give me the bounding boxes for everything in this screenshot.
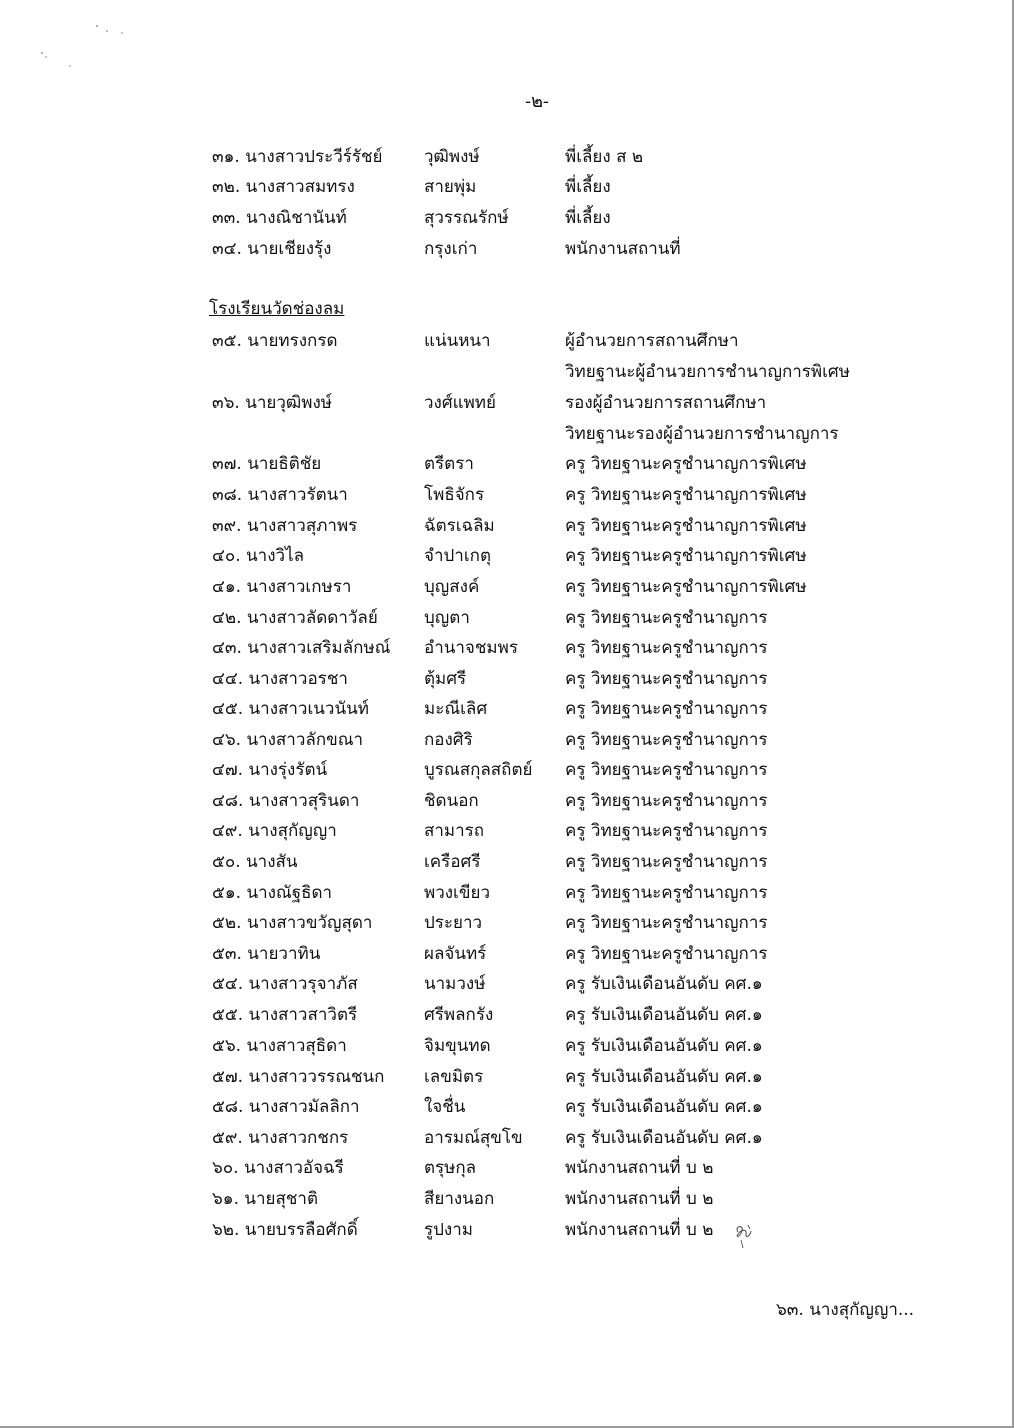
person-position: วิทยฐานะรองผู้อำนวยการชำนาญการ xyxy=(565,424,839,444)
person-surname: สียางนอก xyxy=(424,1189,495,1209)
list-item xyxy=(0,878,1014,908)
list-item xyxy=(0,664,1014,694)
continuation-note: ๖๓. นางสุกัญญา... xyxy=(776,1300,915,1320)
person-name: ๖๑. นายสุชาติ xyxy=(212,1189,319,1209)
person-position: ครู วิทยฐานะครูชำนาญการ xyxy=(565,730,768,750)
person-surname: สามารถ xyxy=(424,821,485,841)
person-position: ผู้อำนวยการสถานศึกษา xyxy=(565,331,739,351)
person-surname: กรุงเก่า xyxy=(424,239,478,259)
person-surname: ตรีตรา xyxy=(424,454,474,474)
person-surname: ผลจันทร์ xyxy=(424,944,487,964)
person-name: ๔๗. นางรุ่งรัตน์ xyxy=(212,760,328,780)
list-item xyxy=(0,1092,1014,1122)
person-position: ครู วิทยฐานะครูชำนาญการ xyxy=(565,791,768,811)
person-surname: รูปงาม xyxy=(424,1220,473,1240)
person-name: ๔๔. นางสาวอรชา xyxy=(212,669,348,689)
person-position: พนักงานสถานที่ บ ๒ xyxy=(565,1220,714,1240)
person-name: ๔๑. นางสาวเกษรา xyxy=(212,577,352,597)
person-surname: อำนาจชมพร xyxy=(424,638,518,658)
list-item xyxy=(0,1062,1014,1092)
person-name: ๕๖. นางสาวสุธิดา xyxy=(212,1036,347,1056)
person-position: พี่เลี้ยง ส ๒ xyxy=(565,147,644,167)
person-position: ครู วิทยฐานะครูชำนาญการพิเศษ xyxy=(565,454,807,474)
person-name: ๓๑. นางสาวประวีร์รัชย์ xyxy=(212,147,383,167)
person-surname: อารมณ์สุขโข xyxy=(424,1128,523,1148)
person-position: พี่เลี้ยง xyxy=(565,208,611,228)
person-position: ครู วิทยฐานะครูชำนาญการ xyxy=(565,608,768,628)
section-title: โรงเรียนวัดช่องลม xyxy=(209,299,345,319)
person-surname: ศรีพลกรัง xyxy=(424,1005,494,1025)
person-surname: บูรณสกุลสถิตย์ xyxy=(424,760,533,780)
list-item xyxy=(0,572,1014,602)
person-name: ๕๒. นางสาวขวัญสุดา xyxy=(212,913,373,933)
list-item xyxy=(0,234,1014,264)
person-name: ๔๓. นางสาวเสริมลักษณ์ xyxy=(212,638,391,658)
list-item xyxy=(0,755,1014,785)
person-position: ครู วิทยฐานะครูชำนาญการ xyxy=(565,913,768,933)
person-name: ๕๔. นางสาวรุจาภัส xyxy=(212,974,358,994)
person-surname: นามวงษ์ xyxy=(424,974,486,994)
person-surname: สุวรรณรักษ์ xyxy=(424,208,509,228)
list-item xyxy=(0,388,1014,418)
person-position: ครู วิทยฐานะครูชำนาญการ xyxy=(565,852,768,872)
person-position: ครู วิทยฐานะครูชำนาญการ xyxy=(565,638,768,658)
person-position: ครู รับเงินเดือนอันดับ คศ.๑ xyxy=(565,1005,763,1025)
person-surname: มะณีเลิศ xyxy=(424,699,488,719)
person-position: ครู รับเงินเดือนอันดับ คศ.๑ xyxy=(565,1128,763,1148)
person-name: ๔๐. นางวิไล xyxy=(212,546,305,566)
person-surname: วงศ์แพทย์ xyxy=(424,393,496,413)
list-item xyxy=(0,203,1014,233)
person-name: ๓๗. นายธิติชัย xyxy=(212,454,322,474)
person-name: ๕๘. นางสาวมัลลิกา xyxy=(212,1097,360,1117)
person-position: ครู วิทยฐานะครูชำนาญการพิเศษ xyxy=(565,546,807,566)
person-surname: สายพุ่ม xyxy=(424,177,477,197)
person-name: ๔๘. นางสาวสุรินดา xyxy=(212,791,360,811)
list-item xyxy=(0,1031,1014,1061)
person-name: ๕๐. นางสัน xyxy=(212,852,298,872)
person-name: ๔๖. นางสาวลักขณา xyxy=(212,730,364,750)
list-item xyxy=(0,511,1014,541)
person-position: ครู วิทยฐานะครูชำนาญการพิเศษ xyxy=(565,516,807,536)
person-name: ๓๖. นายวุฒิพงษ์ xyxy=(212,393,332,413)
person-position: ครู วิทยฐานะครูชำนาญการ xyxy=(565,669,768,689)
person-surname: จิมขุนทด xyxy=(424,1036,491,1056)
person-surname: ฉัตรเฉลิม xyxy=(424,516,495,536)
person-name: ๔๒. นางสาวลัดดาวัลย์ xyxy=(212,608,378,628)
person-surname: โพธิจักร xyxy=(424,485,485,505)
person-name: ๓๕. นายทรงกรด xyxy=(212,331,338,351)
person-position: ครู วิทยฐานะครูชำนาญการ xyxy=(565,760,768,780)
person-surname: จำปาเกตุ xyxy=(424,546,491,566)
person-position: วิทยฐานะผู้อำนวยการชำนาญการพิเศษ xyxy=(565,362,850,382)
person-surname: ตุ้มศรี xyxy=(424,669,467,689)
person-name: ๕๓. นายวาทิน xyxy=(212,944,321,964)
person-position: ครู วิทยฐานะครูชำนาญการพิเศษ xyxy=(565,577,807,597)
person-surname: แน่นหนา xyxy=(424,331,491,351)
page-number: -๒- xyxy=(524,91,550,112)
list-item xyxy=(0,172,1014,202)
person-name: ๓๙. นางสาวสุภาพร xyxy=(212,516,358,536)
list-item xyxy=(0,847,1014,877)
person-position: ครู รับเงินเดือนอันดับ คศ.๑ xyxy=(565,1036,763,1056)
person-surname: ประยาว xyxy=(424,913,483,933)
list-item xyxy=(0,142,1014,172)
person-surname: ตรุษกุล xyxy=(424,1158,477,1178)
list-item xyxy=(0,1153,1014,1183)
person-surname: บุญสงค์ xyxy=(424,577,480,597)
list-item xyxy=(0,1215,1014,1245)
person-surname: วุฒิพงษ์ xyxy=(424,147,480,167)
person-position: พนักงานสถานที่ บ ๒ xyxy=(565,1189,714,1209)
initials-signature xyxy=(732,1222,758,1250)
person-position: ครู รับเงินเดือนอันดับ คศ.๑ xyxy=(565,974,763,994)
list-item xyxy=(0,419,1014,449)
person-position: พนักงานสถานที่ บ ๒ xyxy=(565,1158,714,1178)
list-item xyxy=(0,480,1014,510)
person-surname: พวงเขียว xyxy=(424,883,490,903)
person-surname: กองศิริ xyxy=(424,730,473,750)
person-surname: เลขมิตร xyxy=(424,1067,484,1087)
list-item xyxy=(0,1000,1014,1030)
person-name: ๔๕. นางสาวเนวนันท์ xyxy=(212,699,369,719)
person-name: ๖๐. นางสาวอัจฉรี xyxy=(212,1158,344,1178)
list-item xyxy=(0,816,1014,846)
person-name: ๓๒. นางสาวสมทรง xyxy=(212,177,355,197)
person-name: ๕๕. นางสาวสาวิตรี xyxy=(212,1005,358,1025)
list-item xyxy=(0,969,1014,999)
list-item xyxy=(0,1123,1014,1153)
person-position: ครู วิทยฐานะครูชำนาญการ xyxy=(565,821,768,841)
person-position: พี่เลี้ยง xyxy=(565,177,611,197)
person-name: ๓๘. นางสาวรัตนา xyxy=(212,485,348,505)
list-item xyxy=(0,939,1014,969)
person-position: รองผู้อำนวยการสถานศึกษา xyxy=(565,393,767,413)
list-item xyxy=(0,786,1014,816)
person-position: ครู รับเงินเดือนอันดับ คศ.๑ xyxy=(565,1067,763,1087)
person-position: ครู วิทยฐานะครูชำนาญการ xyxy=(565,944,768,964)
list-item xyxy=(0,694,1014,724)
list-item xyxy=(0,908,1014,938)
list-item xyxy=(0,603,1014,633)
person-position: ครู วิทยฐานะครูชำนาญการ xyxy=(565,883,768,903)
person-name: ๔๙. นางสุกัญญา xyxy=(212,821,337,841)
person-name: ๓๔. นายเชียงรุ้ง xyxy=(212,239,332,259)
person-surname: บุญตา xyxy=(424,608,470,628)
list-item xyxy=(0,541,1014,571)
person-name: ๖๒. นายบรรลือศักดิ์ xyxy=(212,1220,358,1240)
person-surname: ชิดนอก xyxy=(424,791,479,811)
list-item xyxy=(0,357,1014,387)
person-position: ครู วิทยฐานะครูชำนาญการ xyxy=(565,699,768,719)
list-item xyxy=(0,326,1014,356)
list-item xyxy=(0,449,1014,479)
person-name: ๕๑. นางณัฐธิดา xyxy=(212,883,333,903)
person-position: ครู วิทยฐานะครูชำนาญการพิเศษ xyxy=(565,485,807,505)
list-item xyxy=(0,633,1014,663)
person-name: ๓๓. นางณิชานันท์ xyxy=(212,208,347,228)
person-name: ๕๗. นางสาววรรณชนก xyxy=(212,1067,385,1087)
list-item xyxy=(0,1184,1014,1214)
person-surname: ใจชื่น xyxy=(424,1097,466,1117)
scan-specks xyxy=(40,20,140,80)
person-position: ครู รับเงินเดือนอันดับ คศ.๑ xyxy=(565,1097,763,1117)
person-position: พนักงานสถานที่ xyxy=(565,239,681,259)
person-surname: เครือศรี xyxy=(424,852,481,872)
list-item xyxy=(0,725,1014,755)
person-name: ๕๙. นางสาวกชกร xyxy=(212,1128,349,1148)
